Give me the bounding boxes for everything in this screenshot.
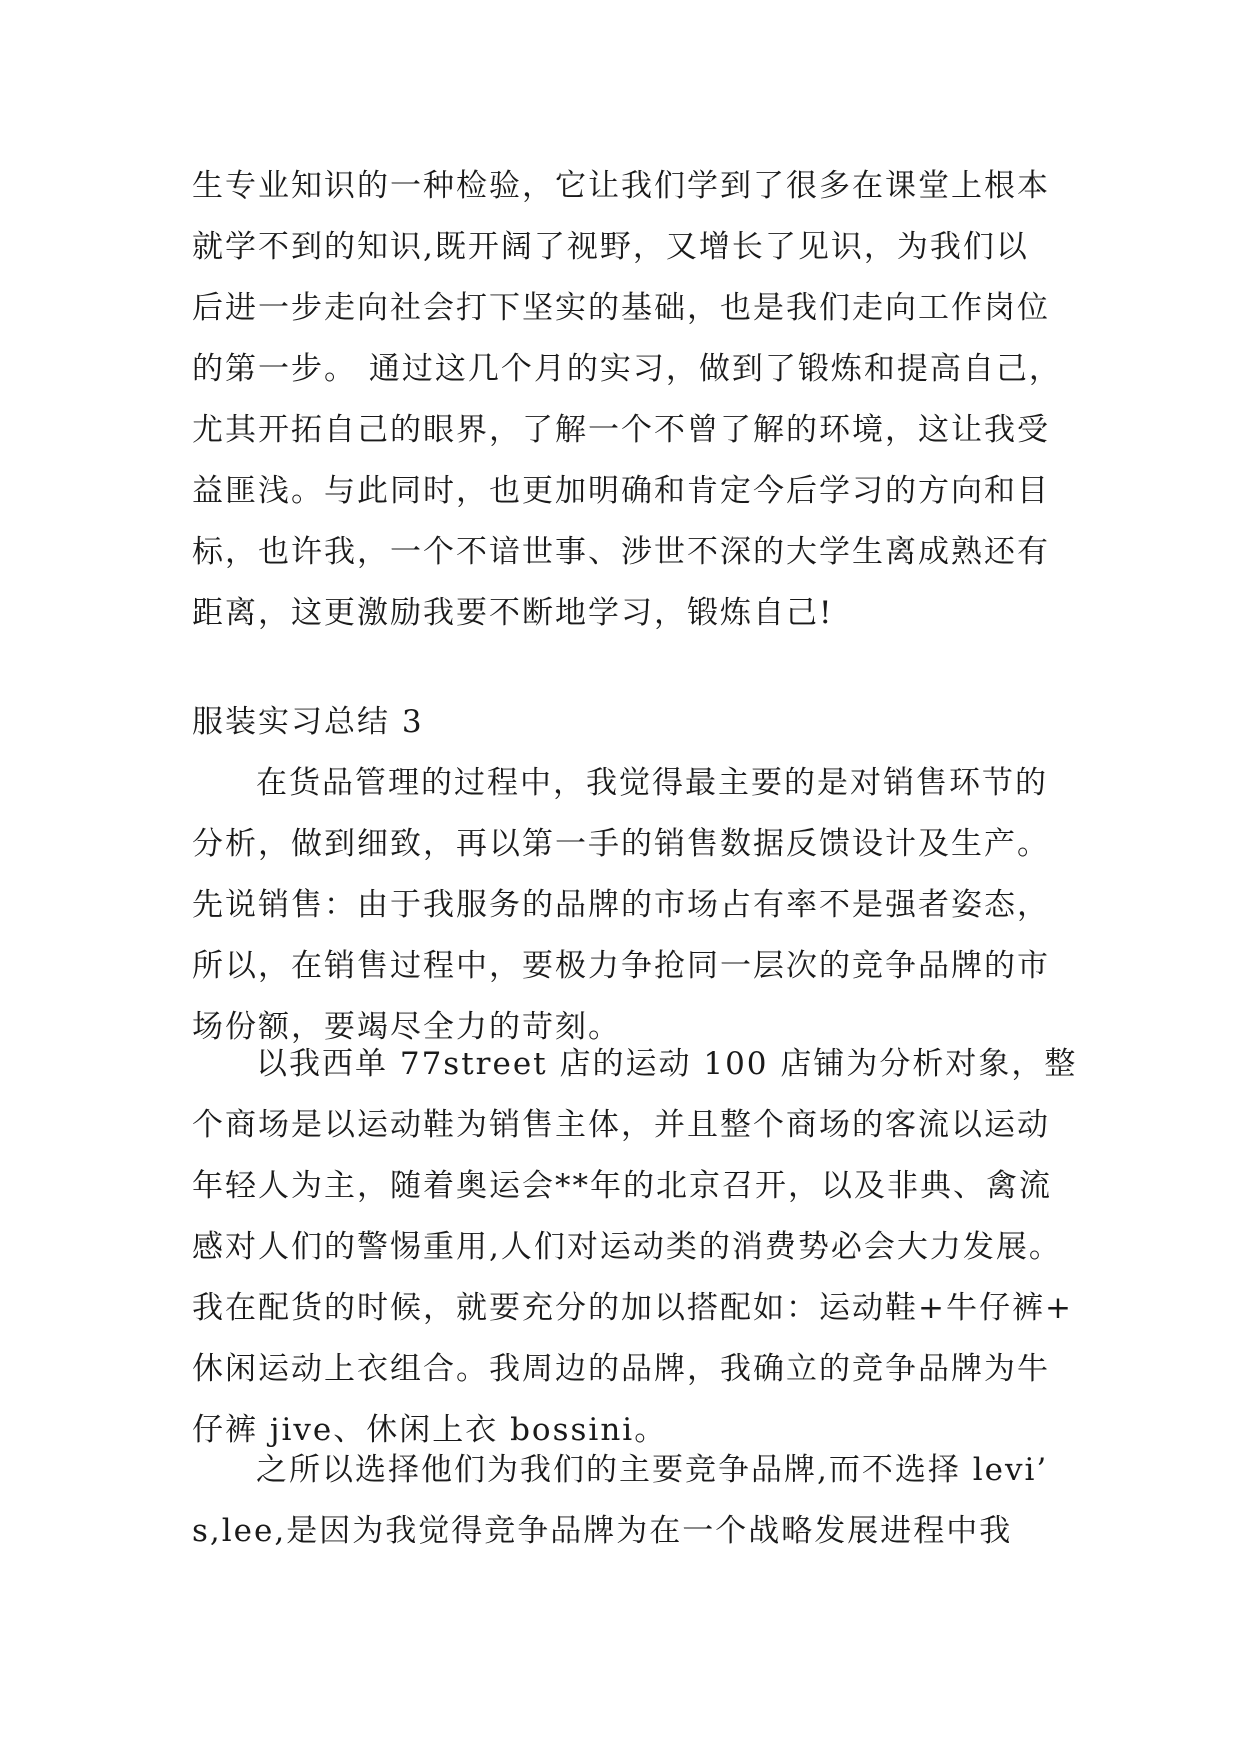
text-line: 益匪浅。与此同时，也更加明确和肯定今后学习的方向和目 — [192, 473, 1050, 509]
text-line: 所以，在销售过程中，要极力争抢同一层次的竞争品牌的市 — [192, 948, 1050, 984]
text-line: 先说销售：由于我服务的品牌的市场占有率不是强者姿态， — [192, 887, 1050, 923]
text-line: 我在配货的时候，就要充分的加以搭配如：运动鞋+牛仔裤+ — [192, 1290, 1073, 1326]
continuation-paragraph — [192, 156, 1062, 644]
section-3 — [192, 692, 1052, 1058]
text-line: 在货品管理的过程中，我觉得最主要的是对销售环节的 — [256, 765, 1048, 801]
text-line: 标，也许我，一个不谙世事、涉世不深的大学生离成熟还有 — [192, 534, 1050, 570]
text-line: 距离，这更激励我要不断地学习，锻炼自己! — [192, 595, 834, 631]
text-line: s,lee,是因为我觉得竞争品牌为在一个战略发展进程中我 — [192, 1513, 1013, 1549]
text-line: 就学不到的知识,既开阔了视野，又增长了见识，为我们以 — [192, 229, 1029, 265]
text-line: 以我西单 77street 店的运动 100 店铺为分析对象，整 — [256, 1046, 1078, 1082]
section-title: 服装实习总结 3 — [192, 704, 424, 740]
text-line: 后进一步走向社会打下坚实的基础，也是我们走向工作岗位 — [192, 290, 1050, 326]
text-line: 分析，做到细致，再以第一手的销售数据反馈设计及生产。 — [192, 826, 1050, 862]
text-line: 仔裤 jive、休闲上衣 bossini。 — [192, 1412, 668, 1448]
text-line: 感对人们的警惕重用,人们对运动类的消费势必会大力发展。 — [192, 1229, 1062, 1265]
text-line: 之所以选择他们为我们的主要竞争品牌,而不选择 levi’ — [256, 1452, 1049, 1488]
text-line: 生专业知识的一种检验，它让我们学到了很多在课堂上根本 — [192, 168, 1050, 204]
text-line: 休闲运动上衣组合。我周边的品牌，我确立的竞争品牌为牛 — [192, 1351, 1050, 1387]
text-line: 尤其开拓自己的眼界，了解一个不曾了解的环境，这让我受 — [192, 412, 1050, 448]
paragraph-3 — [192, 1440, 1052, 1562]
text-line: 场份额，要竭尽全力的苛刻。 — [192, 1009, 621, 1045]
text-line: 的第一步。 通过这几个月的实习，做到了锻炼和提高自己， — [192, 351, 1062, 387]
text-line: 年轻人为主，随着奥运会**年的北京召开，以及非典、禽流 — [192, 1168, 1052, 1204]
text-line: 个商场是以运动鞋为销售主体，并且整个商场的客流以运动 — [192, 1107, 1050, 1143]
paragraph-2 — [192, 1034, 1078, 1461]
